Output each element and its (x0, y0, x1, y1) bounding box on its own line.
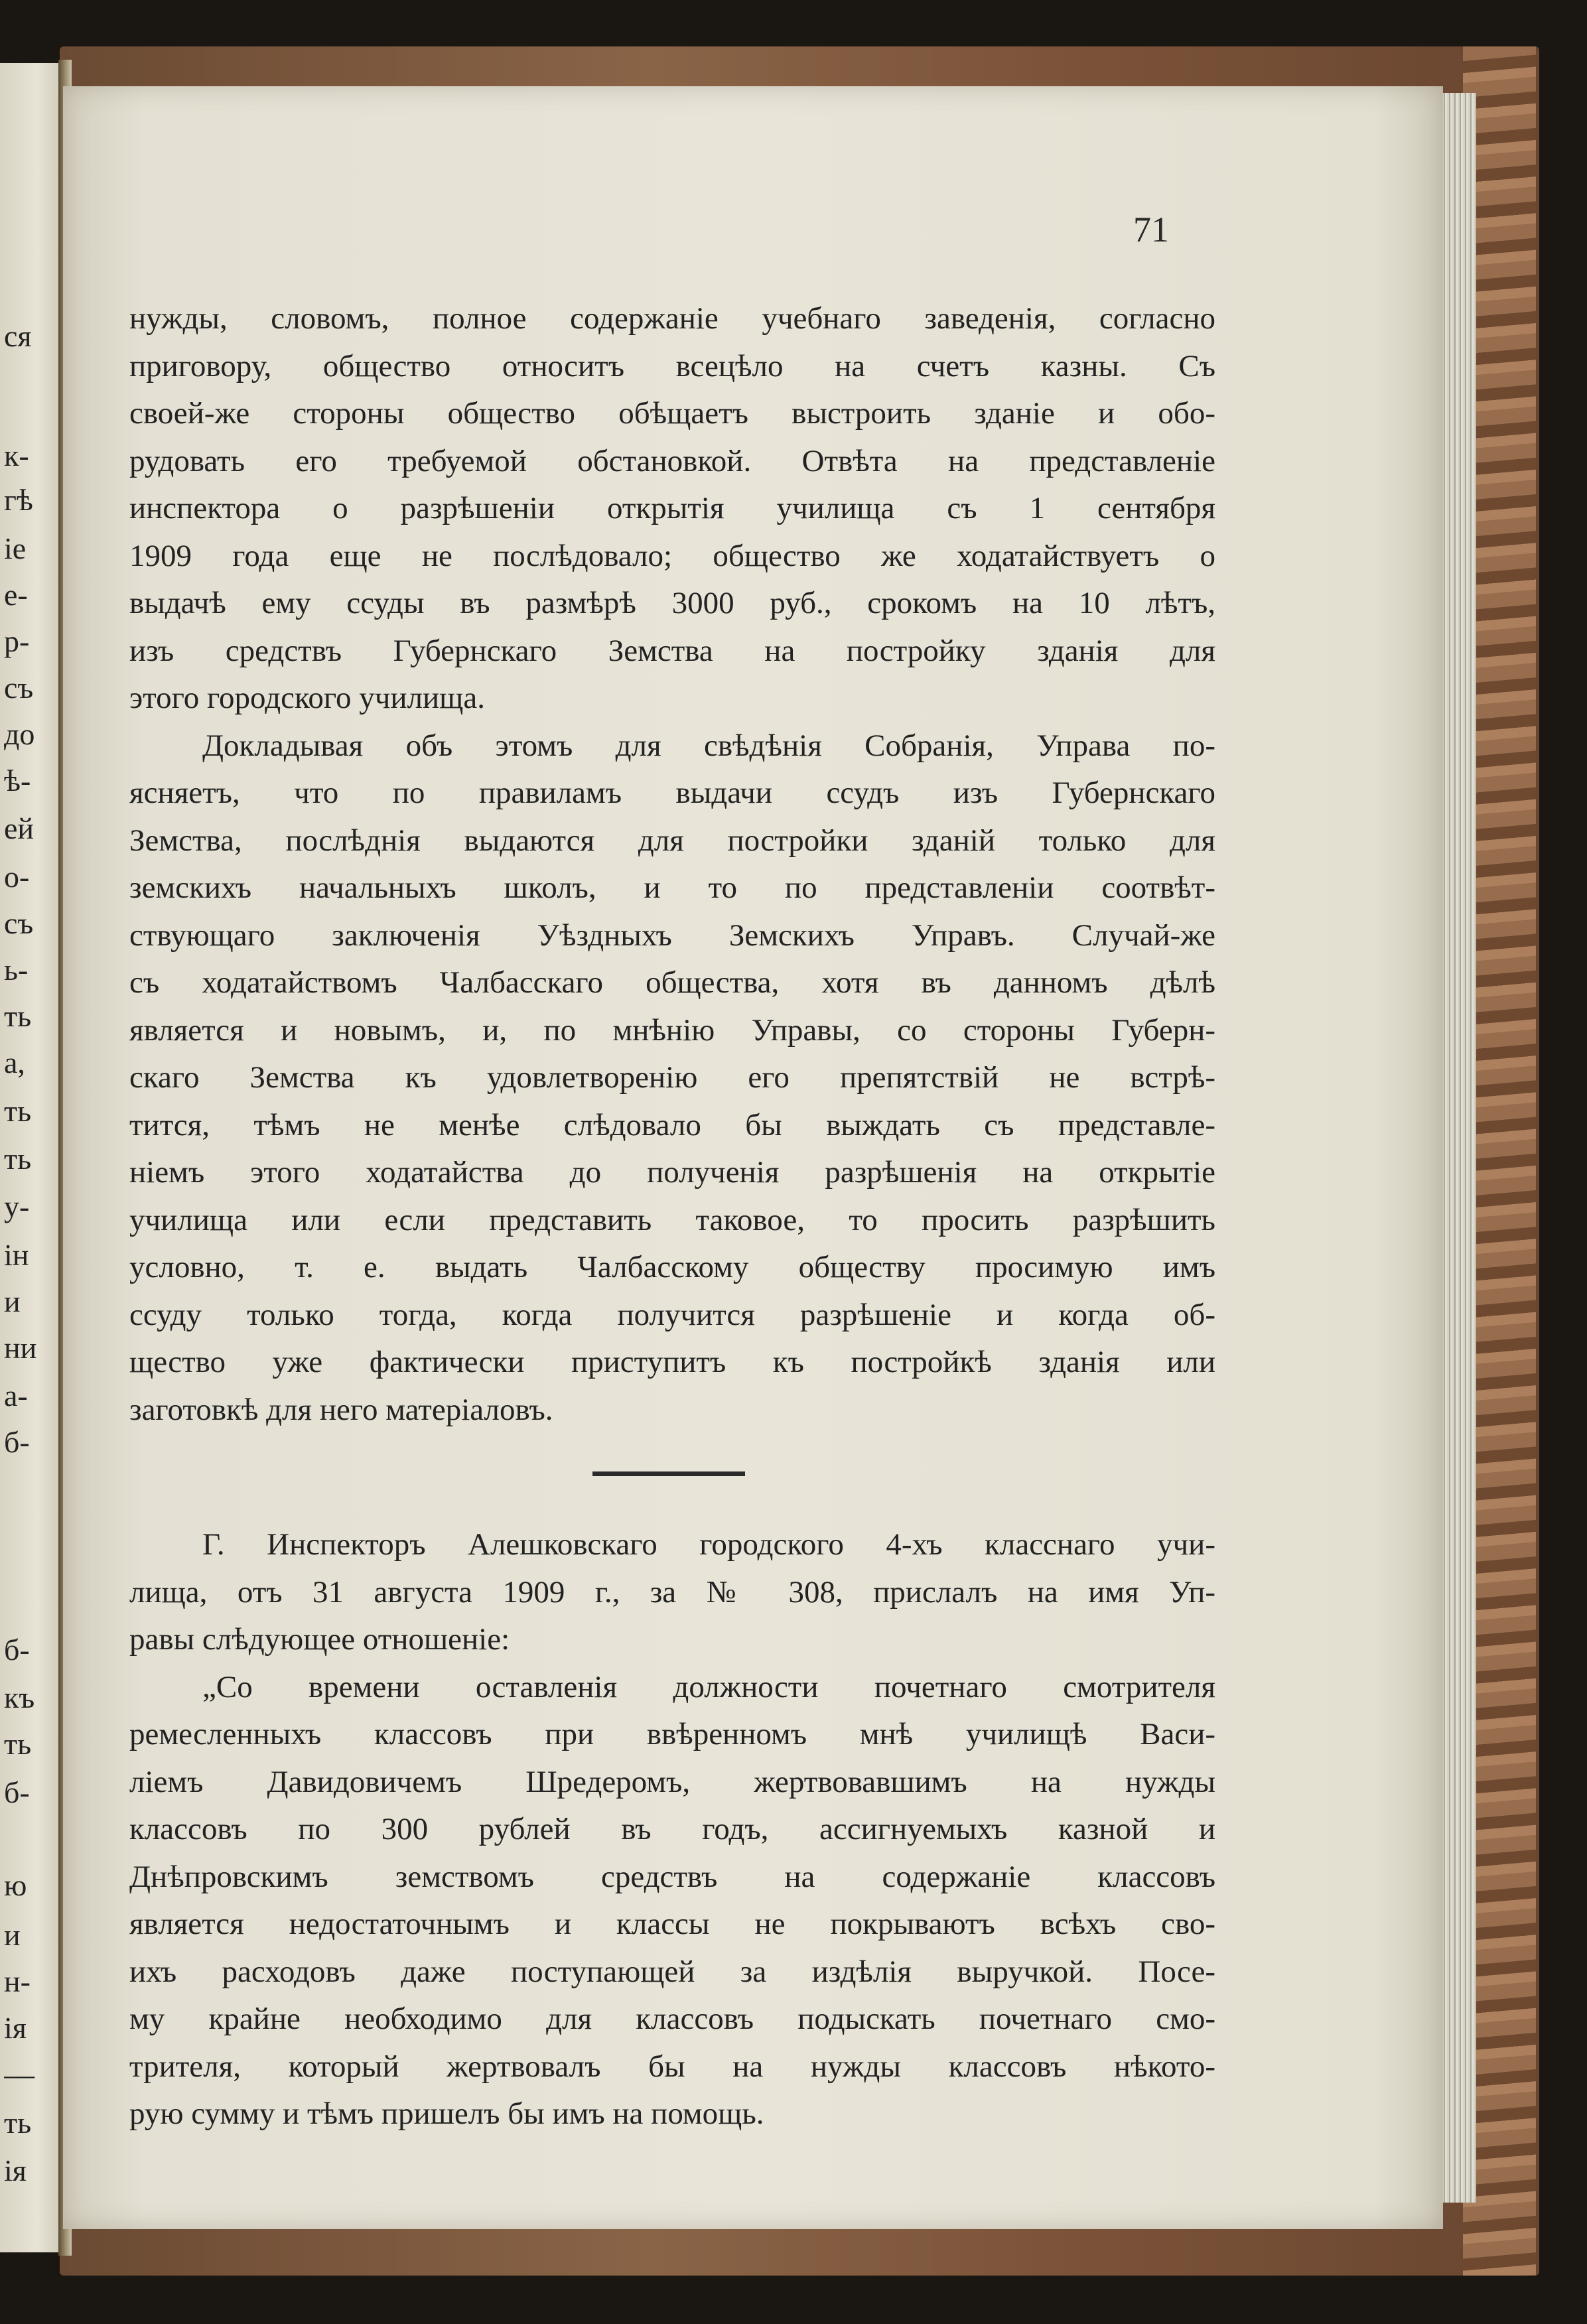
text-line: Днѣпровскимъ земствомъ средствъ на содержаніе классовъ (129, 1859, 1215, 1894)
text-line: „Со времени оставленія должности почетнаго смотрителя (202, 1669, 1215, 1704)
text-line: съ ходатайствомъ Чалбасскаго общества, хотя въ данномъ дѣлѣ (129, 965, 1215, 1000)
left-page-fragment: ни (4, 1331, 37, 1365)
text-line: рудовать его требуемой обстановкой. Отвѣта на представленіе (129, 443, 1215, 478)
left-page-fragment: о- (4, 860, 30, 894)
left-page-fragment: и (4, 1918, 21, 1952)
left-page-fragment: ь- (4, 953, 29, 987)
left-page-fragment: а, (4, 1046, 25, 1079)
left-page-fragment: іе (4, 531, 27, 565)
left-page-fragment: б- (4, 1425, 30, 1459)
text-line: лища, отъ 31 августа 1909 г., за № 308, прислалъ на имя Уп- (129, 1574, 1215, 1609)
text-line: ліемъ Давидовичемъ Шредеромъ, жертвовавшимъ на нужды (129, 1764, 1215, 1799)
page-number: 71 (1133, 210, 1169, 249)
left-page-fragment: ія (4, 2011, 27, 2045)
text-line: нужды, словомъ, полное содержаніе учебнаго заведенія, согласно (129, 301, 1215, 336)
text-line: ремесленныхъ классовъ при ввѣренномъ мнѣ училищѣ Васи- (129, 1717, 1215, 1751)
left-page-fragment: а- (4, 1379, 28, 1412)
left-page-fragment: къ (4, 1680, 35, 1714)
text-line: классовъ по 300 рублей въ годъ, ассигнуемыхъ казной и (129, 1812, 1215, 1846)
text-line: ствующаго заключенія Уѣздныхъ Земскихъ Управъ. Случай-же (129, 918, 1215, 953)
left-page-fragment: до (4, 717, 35, 751)
left-page-fragment: р- (4, 624, 30, 658)
text-line: училища или если представить таковое, то просить разрѣшить (129, 1202, 1215, 1237)
left-page-fragment: ѣ- (4, 764, 31, 797)
text-line: приговору, общество относитъ всецѣло на счетъ казны. Съ (129, 348, 1215, 383)
left-page-fragment: б- (4, 1775, 30, 1809)
text-line: трителя, который жертвовалъ бы на нужды классовъ нѣкото- (129, 2049, 1215, 2084)
left-page-fragment: гѣ (4, 483, 33, 517)
text-line: му крайне необходимо для классовъ подыскать почетнаго смо- (129, 2002, 1215, 2036)
text-line: условно, т. е. выдать Чалбасскому обществу просимую имъ (129, 1250, 1215, 1284)
left-page-fragment: ть (4, 2106, 32, 2140)
section-divider (592, 1471, 745, 1476)
text-line: земскихъ начальныхъ школъ, и то по представленіи соотвѣт- (129, 870, 1215, 905)
left-page (0, 63, 63, 2252)
text-line: инспектора о разрѣшеніи открытія училища съ 1 сентября (129, 491, 1215, 525)
text-line: Земства, послѣднія выдаются для постройки зданій только для (129, 823, 1215, 858)
left-page-fragment: ть (4, 999, 32, 1033)
section-1 (129, 295, 1215, 1434)
left-page-fragment: ть (4, 1094, 32, 1128)
left-page-fragment: н- (4, 1964, 31, 1998)
section-2 (129, 1521, 1215, 2138)
text-line: Г. Инспекторъ Алешковскаго городского 4-хъ класснаго учи- (202, 1527, 1215, 1562)
left-page-fragment: — (4, 2057, 34, 2091)
text-line: тится, тѣмъ не менѣе слѣдовало бы выждать съ представле- (129, 1107, 1215, 1142)
text-line: изъ средствъ Губернскаго Земства на постройку зданія для (129, 633, 1215, 668)
text-line: ссуду только тогда, когда получится разрѣшеніе и когда об- (129, 1297, 1215, 1332)
text-line: Докладывая объ этомъ для свѣдѣнія Собранія, Управа по- (202, 728, 1215, 763)
left-page-fragment: и (4, 1284, 21, 1318)
left-page-fragment: е- (4, 578, 28, 612)
left-page-fragment: ю (4, 1868, 27, 1902)
left-page-fragment: ія (4, 2153, 27, 2187)
left-page-fragment: съ (4, 906, 34, 940)
text-line: щество уже фактически приступитъ къ постройкѣ зданія или (129, 1345, 1215, 1379)
text-line: заготовкѣ для него матеріаловъ. (129, 1392, 553, 1427)
left-page-fragment: ей (4, 811, 34, 845)
left-page-fragment: к- (4, 439, 29, 472)
text-line: выдачѣ ему ссуды въ размѣрѣ 3000 руб., срокомъ на 10 лѣтъ, (129, 586, 1215, 620)
left-page-fragment: ть (4, 1727, 32, 1761)
text-line: своей-же стороны общество обѣщаетъ выстроить зданіе и обо- (129, 396, 1215, 431)
left-page-fragment: ть (4, 1142, 32, 1176)
text-line: является недостаточнымъ и классы не покрываютъ всѣхъ сво- (129, 1907, 1215, 1941)
text-line: ясняетъ, что по правиламъ выдачи ссудъ изъ Губернскаго (129, 776, 1215, 810)
text-line: 1909 года еще не послѣдовало; общество же ходатайствуетъ о (129, 538, 1215, 573)
text-line: этого городского училища. (129, 681, 485, 715)
text-line: является и новымъ, и, по мнѣнію Управы, со стороны Губерн- (129, 1012, 1215, 1048)
text-line: скаго Земства къ удовлетворенію его препятствій не встрѣ- (129, 1060, 1215, 1095)
left-page-fragment: съ (4, 671, 34, 705)
left-page-fragment: ін (4, 1238, 29, 1272)
text-line: ихъ расходовъ даже поступающей за издѣлія выручкой. Посе- (129, 1954, 1215, 1989)
left-page-fragment: у- (4, 1190, 30, 1223)
left-page-fragment: б- (4, 1633, 30, 1667)
left-page-fragment: ся (4, 319, 32, 353)
text-line: рую сумму и тѣмъ пришелъ бы имъ на помощь. (129, 2096, 764, 2131)
text-line: ніемъ этого ходатайства до полученія разрѣшенія на открытіе (129, 1155, 1215, 1190)
text-line: равы слѣдующее отношеніе: (129, 1622, 510, 1657)
